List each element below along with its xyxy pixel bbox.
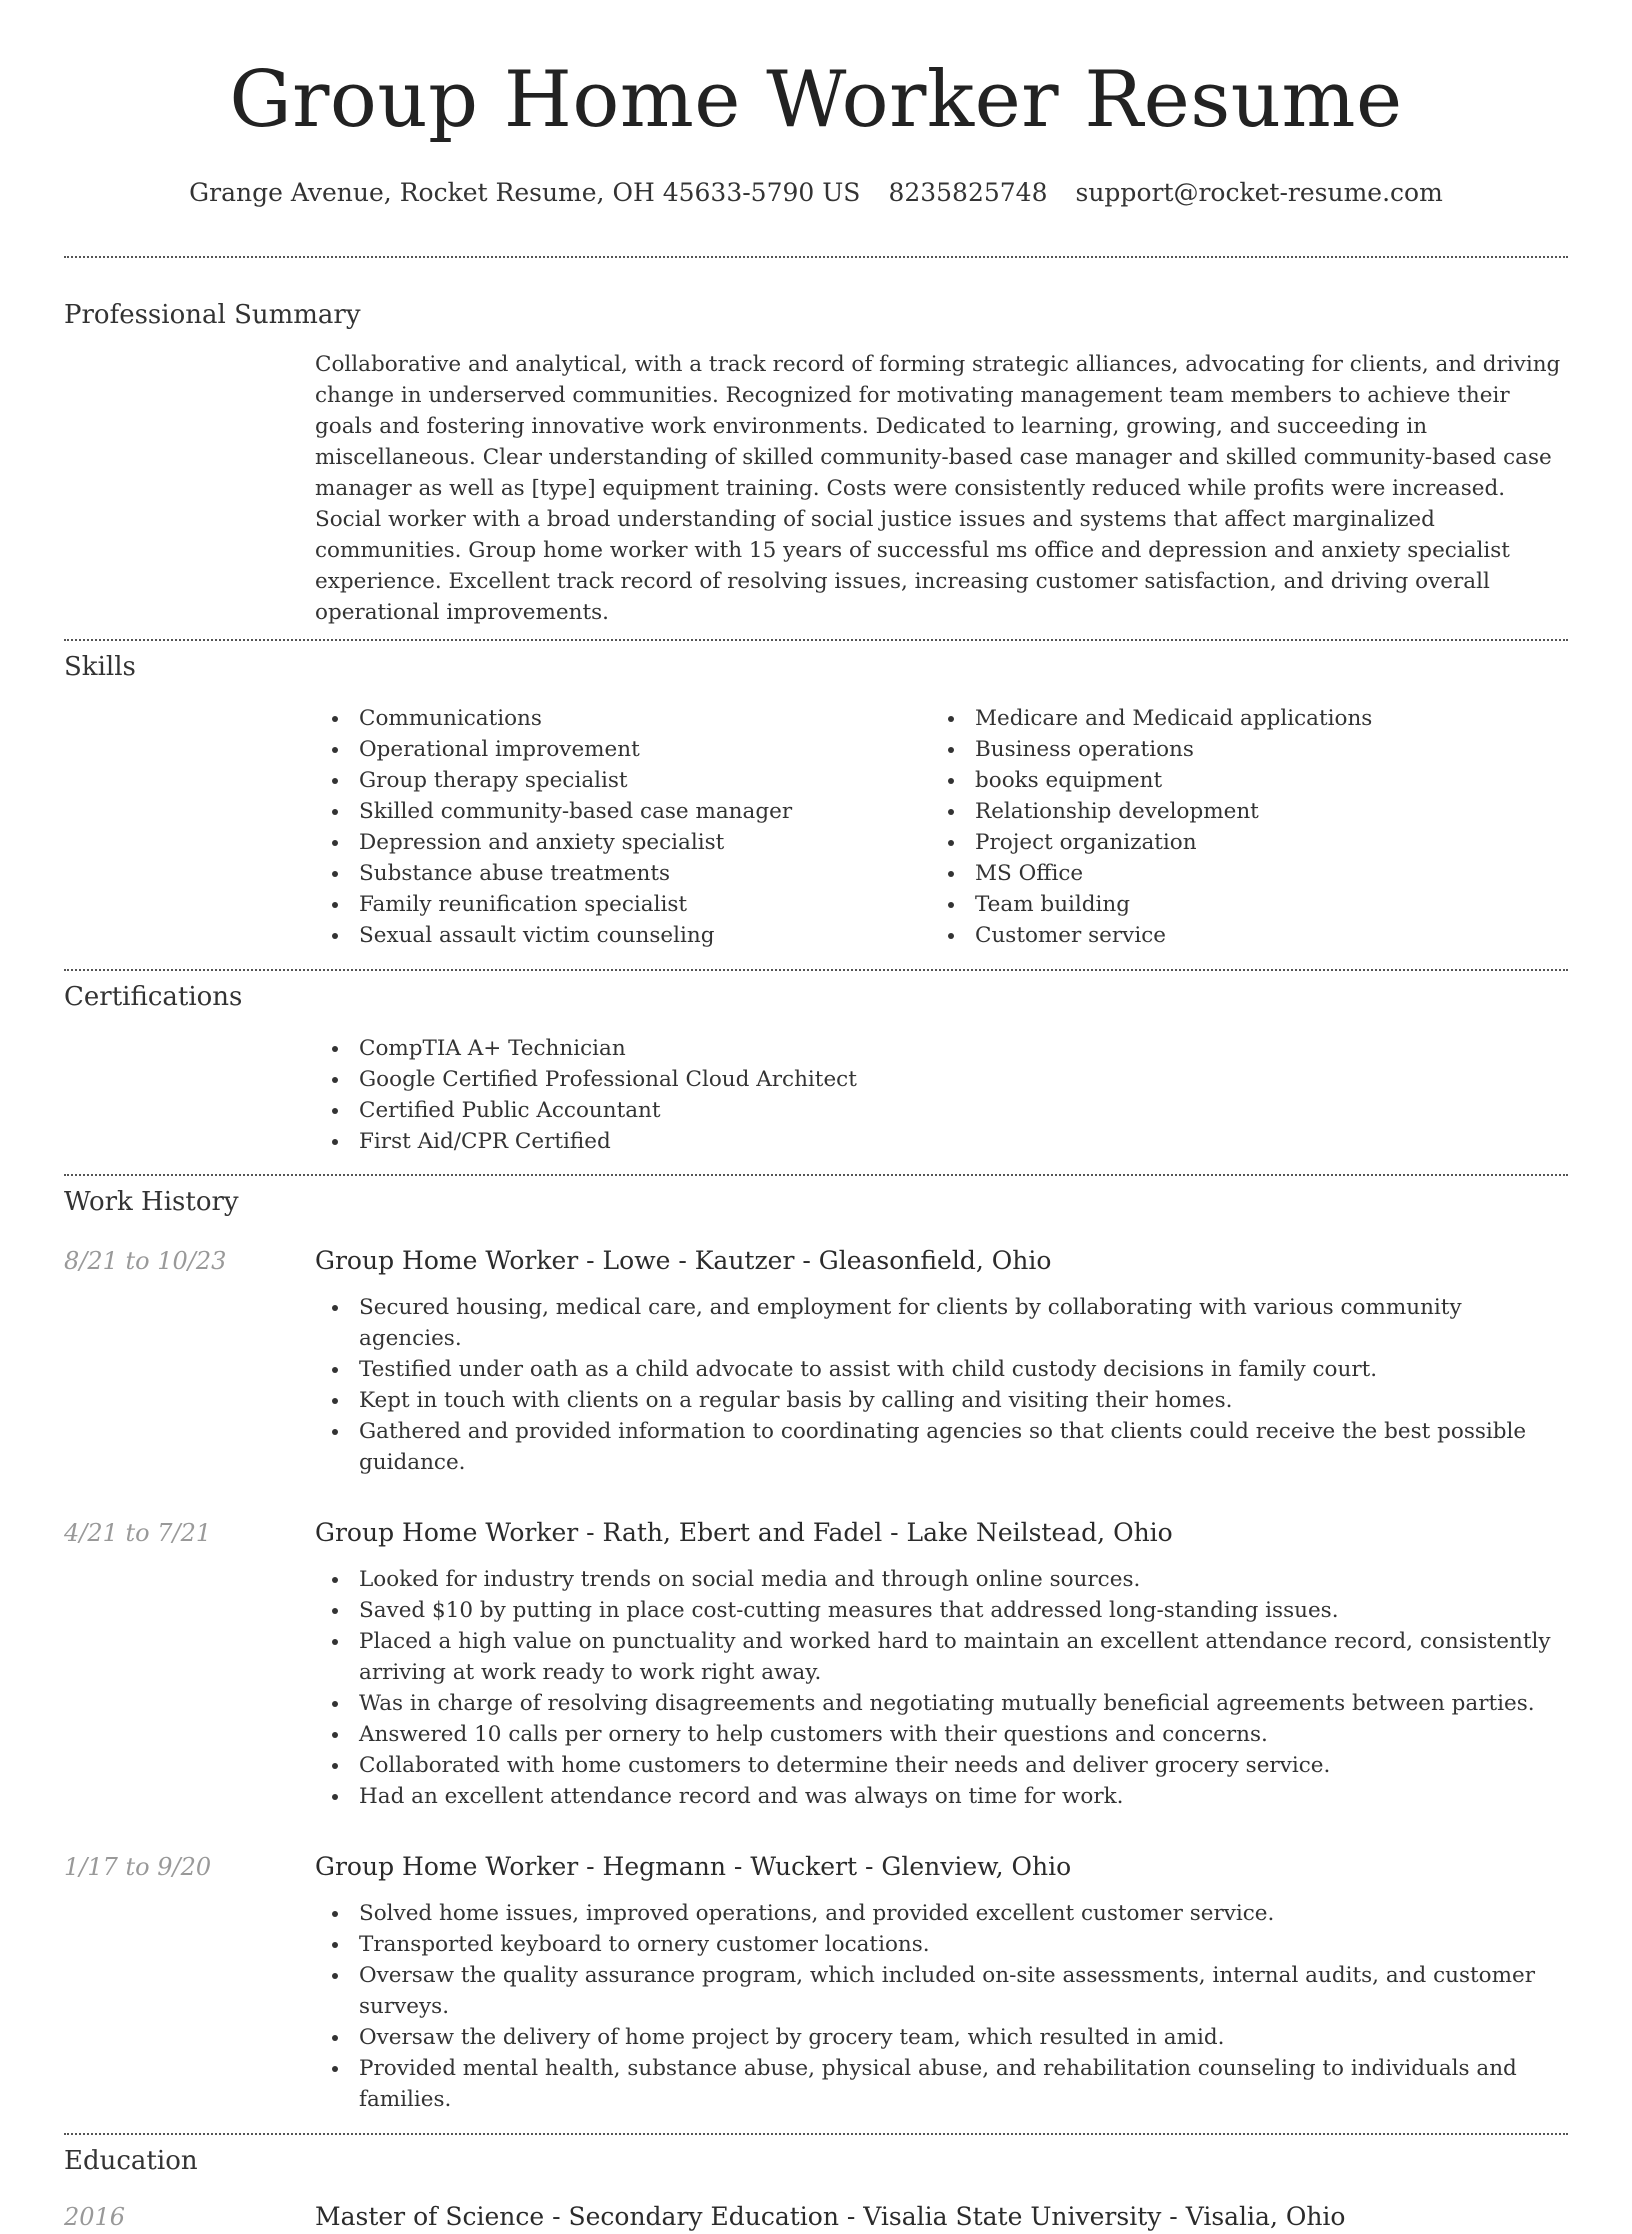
job-title: Group Home Worker - Lowe - Kautzer - Gleasonfield, Ohio (315, 1246, 1052, 1275)
list-item: books equipment (931, 765, 1547, 796)
list-item: Answered 10 calls per ornery to help customers with their questions and concerns. (315, 1719, 1568, 1750)
summary-text: Collaborative and analytical, with a track record of forming strategic alliances, advocating for clients, and driving change in underserved communities. Recognized for motivating management team members to achieve their goals and fostering innovative work environments. Dedicated to learning, growing, and succeeding in miscellaneous. Clear understanding of skilled community-based case manager and skilled community-based case manager as well as [type] equipment training. Costs were consistently reduced while profits were increased. Social worker with a broad understanding of social justice issues and systems that affect marginalized communities. Group home worker with 15 years of successful ms office and depression and anxiety specialist experience. Excellent track record of resolving issues, increasing customer satisfaction, and driving overall operational improvements. (315, 352, 1561, 625)
summary-section (64, 298, 1568, 628)
list-item: Google Certified Professional Cloud Architect (315, 1064, 1568, 1095)
skills-list-right (931, 703, 1547, 951)
job-entry (64, 1516, 1568, 1812)
job-bullets (315, 1898, 1568, 2115)
list-item: Sexual assault victim counseling (315, 920, 931, 951)
section-heading-summary: Professional Summary (64, 300, 361, 330)
job-dates: 8/21 to 10/23 (64, 1247, 227, 1275)
contact-email: support@rocket-resume.com (1075, 178, 1443, 207)
list-item: Placed a high value on punctuality and worked hard to maintain an excellent attendance record, consistently arriving at work ready to work right away. (315, 1626, 1568, 1688)
education-degree: Master of Science - Secondary Education - Visalia State University - Visalia, Ohio (315, 2202, 1346, 2231)
job-details (315, 1516, 1568, 1812)
skills-section (64, 650, 1568, 951)
list-item: Oversaw the quality assurance program, which included on-site assessments, internal audits, and customer surveys. (315, 1960, 1568, 2022)
contact-address: Grange Avenue, Rocket Resume, OH 45633-5790 US (189, 178, 861, 207)
certifications-section (64, 980, 1568, 1157)
list-item: Group therapy specialist (315, 765, 931, 796)
job-bullets (315, 1292, 1568, 1478)
list-item: First Aid/CPR Certified (315, 1126, 1568, 1157)
contact-phone: 8235825748 (888, 178, 1048, 207)
certifications-list (315, 1033, 1568, 1157)
job-title: Group Home Worker - Hegmann - Wuckert - Glenview, Ohio (315, 1852, 1072, 1881)
section-heading-work-history: Work History (64, 1187, 239, 1217)
list-item: Had an excellent attendance record and was always on time for work. (315, 1781, 1568, 1812)
list-item: Operational improvement (315, 734, 931, 765)
list-item: Depression and anxiety specialist (315, 827, 931, 858)
skills-grid (315, 703, 1568, 951)
education-year: 2016 (64, 2203, 126, 2231)
job-details (315, 1244, 1568, 1478)
divider (64, 256, 1568, 258)
work-history-section (64, 1185, 1568, 2115)
list-item: Was in charge of resolving disagreements and negotiating mutually beneficial agreements between parties. (315, 1688, 1568, 1719)
list-item: Customer service (931, 920, 1547, 951)
list-item: Looked for industry trends on social media and through online sources. (315, 1564, 1568, 1595)
contact-line (64, 176, 1568, 210)
list-item: Substance abuse treatments (315, 858, 931, 889)
job-entry (64, 1850, 1568, 2115)
divider (64, 969, 1568, 971)
list-item: Testified under oath as a child advocate to assist with child custody decisions in family court. (315, 1354, 1568, 1385)
section-heading-skills: Skills (64, 652, 136, 682)
list-item: Gathered and provided information to coordinating agencies so that clients could receive the best possible guidance. (315, 1416, 1568, 1478)
list-item: Business operations (931, 734, 1547, 765)
list-item: MS Office (931, 858, 1547, 889)
job-bullets (315, 1564, 1568, 1812)
list-item: Communications (315, 703, 931, 734)
list-item: Project organization (931, 827, 1547, 858)
job-dates: 1/17 to 9/20 (64, 1853, 212, 1881)
skills-list-left (315, 703, 931, 951)
education-entry (64, 2200, 1568, 2234)
list-item: CompTIA A+ Technician (315, 1033, 1568, 1064)
job-dates: 4/21 to 7/21 (64, 1519, 212, 1547)
resume-page (64, 0, 1568, 2234)
job-entry (64, 1244, 1568, 1478)
list-item: Oversaw the delivery of home project by grocery team, which resulted in amid. (315, 2022, 1568, 2053)
list-item: Team building (931, 889, 1547, 920)
section-heading-education: Education (64, 2146, 198, 2176)
job-details (315, 1850, 1568, 2115)
list-item: Collaborated with home customers to determine their needs and deliver grocery service. (315, 1750, 1568, 1781)
section-heading-certifications: Certifications (64, 982, 243, 1012)
job-title: Group Home Worker - Rath, Ebert and Fadel - Lake Neilstead, Ohio (315, 1518, 1173, 1547)
divider (64, 639, 1568, 641)
list-item: Kept in touch with clients on a regular basis by calling and visiting their homes. (315, 1385, 1568, 1416)
list-item: Saved $10 by putting in place cost-cutting measures that addressed long-standing issues. (315, 1595, 1568, 1626)
list-item: Relationship development (931, 796, 1547, 827)
list-item: Solved home issues, improved operations, and provided excellent customer service. (315, 1898, 1568, 1929)
list-item: Family reunification specialist (315, 889, 931, 920)
education-section (64, 2144, 1568, 2234)
list-item: Transported keyboard to ornery customer locations. (315, 1929, 1568, 1960)
resume-title: Group Home Worker Resume (229, 55, 1403, 145)
list-item: Medicare and Medicaid applications (931, 703, 1547, 734)
divider (64, 2133, 1568, 2135)
list-item: Provided mental health, substance abuse, physical abuse, and rehabilitation counseling to individuals and families. (315, 2053, 1568, 2115)
list-item: Certified Public Accountant (315, 1095, 1568, 1126)
divider (64, 1174, 1568, 1176)
list-item: Secured housing, medical care, and employment for clients by collaborating with various community agencies. (315, 1292, 1568, 1354)
list-item: Skilled community-based case manager (315, 796, 931, 827)
